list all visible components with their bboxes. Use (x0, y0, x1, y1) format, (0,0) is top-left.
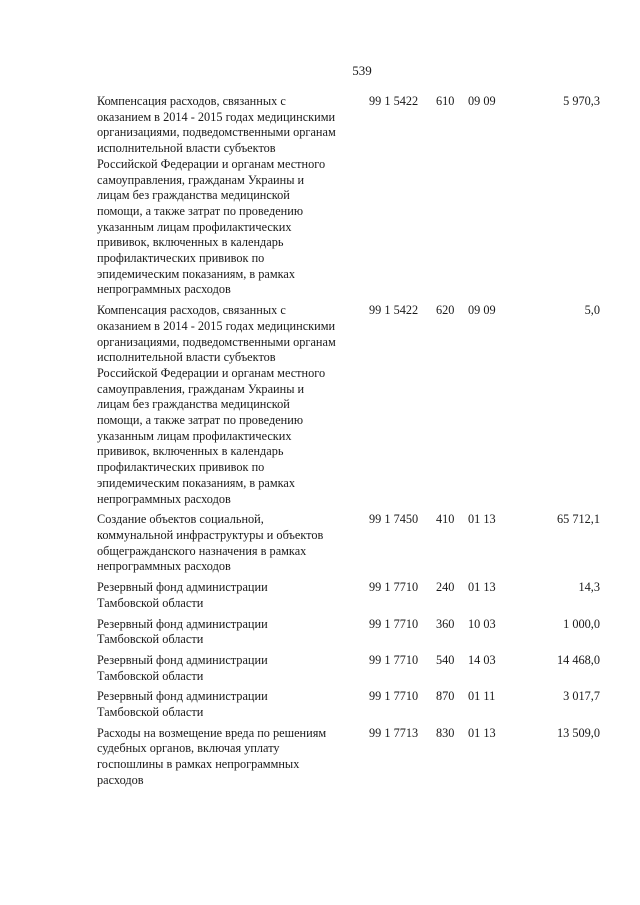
description-line: самоуправления, гражданам Украины и (97, 172, 305, 187)
row-description (97, 689, 359, 720)
description-line: самоуправления, гражданам Украины и (97, 381, 305, 396)
target-article-code: 99 1 7710 (369, 616, 419, 631)
description-line: Тамбовской области (97, 595, 204, 610)
expense-type-code: 830 (436, 725, 455, 740)
table-row (0, 303, 640, 507)
description-line: организациями, подведомственными органам (97, 125, 336, 140)
description-line: прививок, включенных в календарь (97, 444, 284, 459)
target-article-code: 99 1 7710 (369, 652, 419, 667)
description-line: оказанием в 2014 - 2015 годах медицинскими (97, 109, 336, 124)
description-line: коммунальной инфраструктуры и объектов (97, 527, 324, 542)
description-line: исполнительной власти субъектов (97, 350, 276, 365)
amount: 14,3 (578, 580, 600, 595)
description-line: непрограммных расходов (97, 282, 231, 297)
description-line: Создание объектов социальной, (97, 512, 264, 527)
description-line: оказанием в 2014 - 2015 годах медицинскими (97, 318, 336, 333)
description-line: Компенсация расходов, связанных с (97, 94, 286, 108)
description-line: Резервный фонд администрации (97, 616, 268, 631)
section-subsection-code: 01 13 (468, 512, 496, 527)
section-subsection-code: 01 13 (468, 580, 496, 595)
description-line: общегражданского назначения в рамках (97, 543, 307, 558)
section-subsection-code: 01 11 (468, 689, 496, 704)
description-line: помощи, а также затрат по проведению (97, 413, 304, 428)
description-line: организациями, подведомственными органам (97, 334, 336, 349)
row-description (97, 617, 359, 648)
table-row (0, 653, 640, 684)
expense-type-code: 870 (436, 689, 455, 704)
description-line: Тамбовской области (97, 668, 204, 683)
target-article-code: 99 1 7450 (369, 512, 419, 527)
description-line: Компенсация расходов, связанных с (97, 303, 286, 318)
section-subsection-code: 09 09 (468, 303, 496, 318)
expense-type-code: 620 (436, 303, 455, 318)
description-line: профилактических прививок по (97, 460, 265, 475)
table-row (0, 580, 640, 611)
table-row (0, 617, 640, 648)
page-number: 539 (352, 63, 372, 78)
amount: 14 468,0 (556, 652, 600, 667)
description-line: указанным лицам профилактических (97, 428, 292, 443)
description-line: непрограммных расходов (97, 491, 231, 506)
description-line: расходов (97, 772, 144, 787)
description-line: непрограммных расходов (97, 559, 231, 574)
description-line: лицам без гражданства медицинской (97, 397, 290, 412)
expense-type-code: 540 (436, 652, 455, 667)
description-line: помощи, а также затрат по проведению (97, 203, 304, 218)
description-line: прививок, включенных в календарь (97, 235, 284, 250)
section-subsection-code: 09 09 (468, 94, 496, 108)
table-row (0, 94, 640, 298)
description-line: Тамбовской области (97, 705, 204, 720)
amount: 65 712,1 (556, 512, 600, 527)
target-article-code: 99 1 7713 (369, 725, 419, 740)
expense-type-code: 410 (436, 512, 455, 527)
section-subsection-code: 10 03 (468, 616, 496, 631)
row-description (97, 653, 359, 684)
description-line: исполнительной власти субъектов (97, 141, 276, 156)
description-line: эпидемическим показаниям, в рамках (97, 266, 296, 281)
description-line: судебных органов, включая уплату (97, 741, 280, 756)
amount: 3 017,7 (563, 689, 600, 704)
description-line: эпидемическим показаниям, в рамках (97, 475, 296, 490)
description-line: Тамбовской области (97, 632, 204, 647)
amount: 13 509,0 (556, 725, 600, 740)
target-article-code: 99 1 5422 (369, 94, 419, 108)
expense-type-code: 240 (436, 580, 455, 595)
target-article-code: 99 1 5422 (369, 303, 419, 318)
section-subsection-code: 01 13 (468, 725, 496, 740)
row-description (97, 512, 359, 575)
amount: 5 970,3 (563, 94, 600, 108)
table-row (0, 512, 640, 575)
description-line: Российской Федерации и органам местного (97, 156, 326, 171)
description-line: Российской Федерации и органам местного (97, 365, 326, 380)
expense-type-code: 610 (436, 94, 455, 108)
description-line: госпошлины в рамках непрограммных (97, 757, 300, 772)
description-line: Расходы на возмещение вреда по решениям (97, 725, 327, 740)
section-subsection-code: 14 03 (468, 652, 496, 667)
expense-type-code: 360 (436, 616, 455, 631)
description-line: профилактических прививок по (97, 251, 265, 266)
description-line: Резервный фонд администрации (97, 580, 268, 595)
row-description (97, 303, 359, 507)
amount: 1 000,0 (563, 616, 600, 631)
target-article-code: 99 1 7710 (369, 689, 419, 704)
amount: 5,0 (584, 303, 600, 318)
row-description (97, 94, 359, 298)
budget-table (0, 94, 640, 789)
row-description (97, 580, 359, 611)
row-description (97, 726, 359, 789)
table-row (0, 726, 640, 789)
target-article-code: 99 1 7710 (369, 580, 419, 595)
description-line: Резервный фонд администрации (97, 652, 268, 667)
description-line: Резервный фонд администрации (97, 689, 268, 704)
description-line: лицам без гражданства медицинской (97, 188, 290, 203)
description-line: указанным лицам профилактических (97, 219, 292, 234)
table-row (0, 689, 640, 720)
